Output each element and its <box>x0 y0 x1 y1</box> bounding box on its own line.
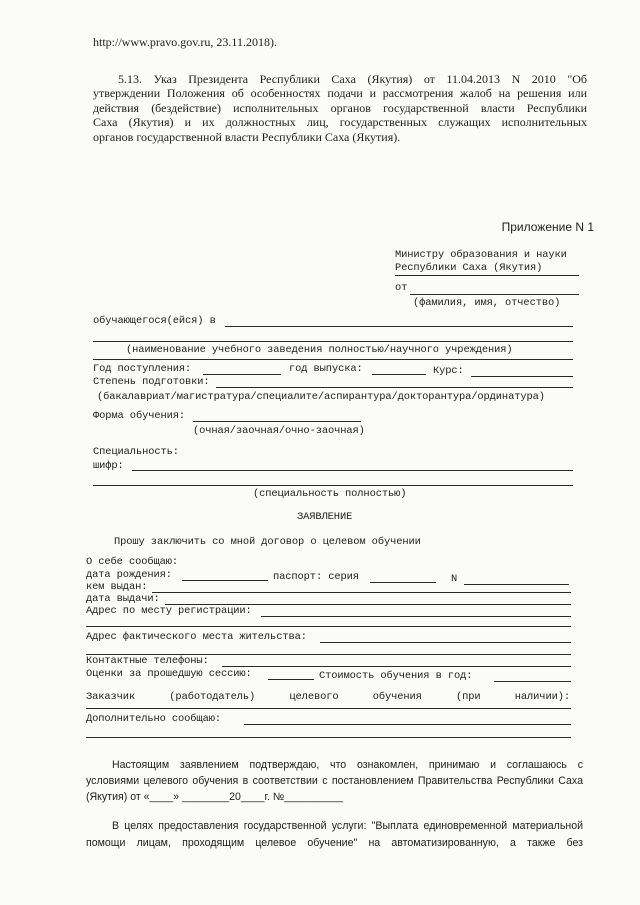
addressee-line-1: Министру образования и науки <box>395 249 567 261</box>
issue-date-label: дата выдачи: <box>86 593 160 605</box>
institution-field-line-2 <box>93 359 573 360</box>
actual-address-label: Адрес фактического места жительства: <box>86 631 307 643</box>
tuition-field <box>494 681 571 682</box>
source-line: http://www.pravo.gov.ru, 23.11.2018). <box>93 35 277 49</box>
decree-line: органов государственной власти Республики Саха (Якутия). <box>93 129 401 144</box>
additional-field <box>244 724 571 725</box>
confirmation-line: условиями целевого обучения в соответствии с постановлением Правительства Республики Саха <box>86 775 583 787</box>
service-line: помощи лицам, проходящим целевое обучение" на автоматизированную, а также без <box>86 837 583 849</box>
study-form-field <box>193 421 361 422</box>
service-paragraph <box>86 818 583 852</box>
application-title: ЗАЯВЛЕНИЕ <box>297 511 353 523</box>
course-label: Курс: <box>433 365 464 377</box>
decree-line: 5.13. Указ Президента Республики Саха (Якутия) от 11.04.2013 N 2010 "Об <box>118 72 587 86</box>
graduation-year-label: год выпуска: <box>289 363 363 375</box>
issued-by-label: кем выдан: <box>86 581 148 593</box>
number-label: N <box>451 573 458 585</box>
birth-date-field <box>182 580 268 581</box>
decree-paragraph <box>93 72 587 144</box>
addressee-line-2: Республики Саха (Якутия) <box>395 262 543 274</box>
degree-field <box>216 387 573 388</box>
study-form-label: Форма обучения: <box>93 410 186 422</box>
degree-hint: (бакалавриат/магистратура/специалите/аспирантура/докторантура/ординатура) <box>97 391 545 403</box>
additional-label: Дополнительно сообщаю: <box>86 713 221 725</box>
decree-line: утверждении Положения об особенностях подачи и рассмотрения жалоб на решения или <box>93 86 587 101</box>
code-label: шифр: <box>93 460 124 472</box>
tuition-label: Стоимость обучения в год: <box>319 670 473 682</box>
confirmation-line: (Якутия) от «____» ________20____г. №__________ <box>86 791 344 803</box>
course-field <box>471 376 573 377</box>
from-field-line <box>410 294 579 295</box>
registration-label: Адрес по месту регистрации: <box>86 605 252 617</box>
specialty-hint: (специальность полностью) <box>253 488 407 500</box>
decree-line: Саха (Якутия) и их должностных лиц, государственных служащих исполнительных <box>93 115 587 130</box>
passport-number-field <box>464 584 569 585</box>
actual-address-field <box>320 642 571 643</box>
customer-label: Заказчик (работодатель) целевого обучения (при наличии): <box>86 691 570 703</box>
registration-field-2 <box>86 626 571 627</box>
birth-date-label: дата рождения: <box>86 569 172 581</box>
decree-line: действия (бездействие) исполнительных органов государственной власти Республики <box>93 100 587 115</box>
admission-year-label: Год поступления: <box>93 363 192 375</box>
code-field <box>132 470 573 471</box>
service-line: В целях предоставления государственной услуги: "Выплата единовременной материальной <box>112 820 583 832</box>
customer-field <box>86 708 571 709</box>
confirmation-line: Настоящим заявлением подтверждаю, что ознакомлен, принимаю и соглашаюсь с <box>112 759 583 771</box>
from-hint: (фамилия, имя, отчество) <box>413 297 561 309</box>
institution-hint: (наименование учебного заведения полностью/научного учреждения) <box>126 344 513 356</box>
admission-year-field <box>203 374 281 375</box>
specialty-field-line <box>93 485 573 486</box>
student-field-line <box>225 326 573 327</box>
grades-label: Оценки за прошедшую сессию: <box>86 668 252 680</box>
about-label: О себе сообщаю: <box>86 556 179 568</box>
additional-field-2 <box>86 737 571 738</box>
confirmation-paragraph <box>86 757 583 805</box>
addressee-underline <box>395 275 579 276</box>
phones-field <box>222 666 571 667</box>
phones-label: Контактные телефоны: <box>86 655 209 667</box>
degree-label: Степень подготовки: <box>93 376 210 388</box>
from-label: от <box>395 282 408 294</box>
specialty-label: Специальность: <box>93 446 179 458</box>
grades-field <box>268 679 314 680</box>
registration-field <box>261 616 571 617</box>
study-form-hint: (очная/заочная/очно-заочная) <box>193 425 365 437</box>
customer-label-row <box>86 691 570 703</box>
issued-by-field <box>152 592 571 593</box>
passport-label: паспорт: серия <box>273 571 359 583</box>
appendix-label: Приложение N 1 <box>501 220 594 234</box>
graduation-year-field <box>372 374 426 375</box>
student-label: обучающегося(ейся) в <box>93 315 216 327</box>
passport-series-field <box>370 582 436 583</box>
application-request: Прошу заключить со мной договор о целевом обучении <box>114 536 421 548</box>
institution-field-line <box>93 341 573 342</box>
